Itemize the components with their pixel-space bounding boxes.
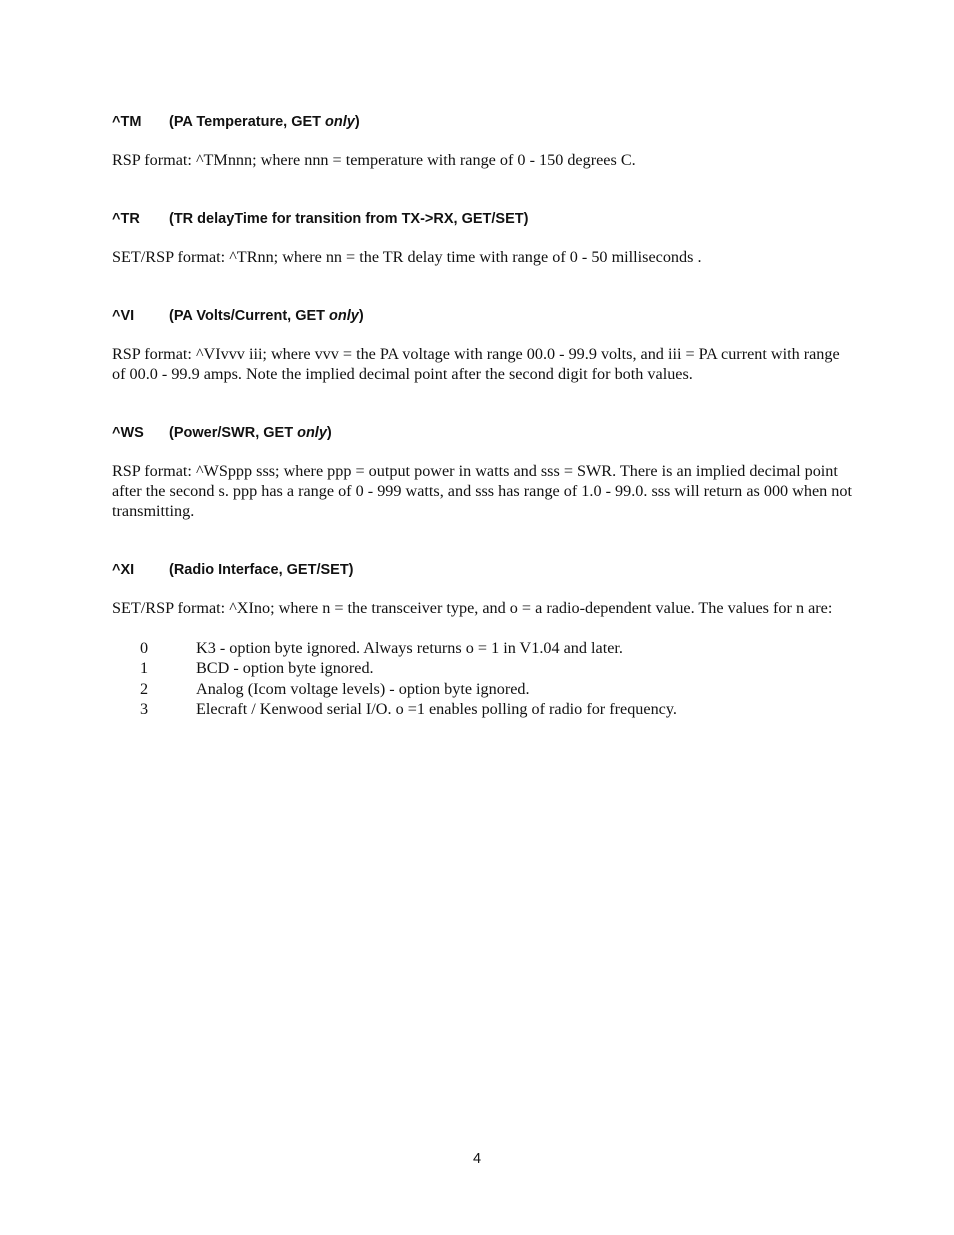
list-item-text: Analog (Icom voltage levels) - option byte ignored.: [196, 679, 530, 698]
section-body-tr: SET/RSP format: ^TRnn; where nn = the TR delay time with range of 0 - 50 milliseconds .: [112, 248, 702, 266]
command-code: ^VI: [112, 308, 135, 324]
command-code: ^TM: [112, 114, 142, 130]
command-description: (PA Volts/Current, GET only): [169, 308, 364, 324]
radio-type-list: [112, 638, 852, 720]
list-item: [112, 699, 852, 719]
command-description: (Power/SWR, GET only): [169, 425, 332, 441]
command-description: (PA Temperature, GET only): [169, 114, 360, 130]
list-item-text: Elecraft / Kenwood serial I/O. o =1 enables polling of radio for frequency.: [196, 700, 677, 719]
list-item-text: K3 - option byte ignored. Always returns o = 1 in V1.04 and later.: [196, 639, 623, 657]
command-code: ^WS: [112, 425, 144, 441]
section-body-ws: RSP format: ^WSppp sss; where ppp = output power in watts and sss = SWR. There is an implied decimal point after the second s. ppp has a range of 0 - 999 watts, and sss has range of 1.0 - 99.0. sss will return as 000 when not transmitting.: [112, 462, 852, 521]
section-body-xi: SET/RSP format: ^XIno; where n = the transceiver type, and o = a radio-dependent value. The values for n are:: [112, 599, 833, 617]
command-code: ^XI: [112, 562, 135, 578]
list-item-number: 3: [140, 700, 149, 719]
list-item: [112, 679, 852, 699]
section-body-vi: RSP format: ^VIvvv iii; where vvv = the PA voltage with range 00.0 - 99.9 volts, and iii = PA current with range of 00.0 - 99.9 amps. Note the implied decimal point after the second digit for both values.: [112, 345, 840, 384]
command-code: ^TR: [112, 211, 140, 227]
list-item: [112, 638, 852, 658]
section-body-tm: RSP format: ^TMnnn; where nnn = temperature with range of 0 - 150 degrees C.: [112, 151, 636, 169]
list-item: [112, 658, 852, 678]
command-description: (TR delayTime for transition from TX->RX, GET/SET): [169, 211, 529, 227]
list-item-number: 0: [140, 639, 149, 657]
list-item-number: 1: [140, 659, 149, 678]
list-item-text: BCD - option byte ignored.: [196, 659, 374, 678]
command-description: (Radio Interface, GET/SET): [169, 562, 354, 578]
list-item-number: 2: [140, 679, 149, 698]
page-number: 4: [472, 1151, 482, 1167]
